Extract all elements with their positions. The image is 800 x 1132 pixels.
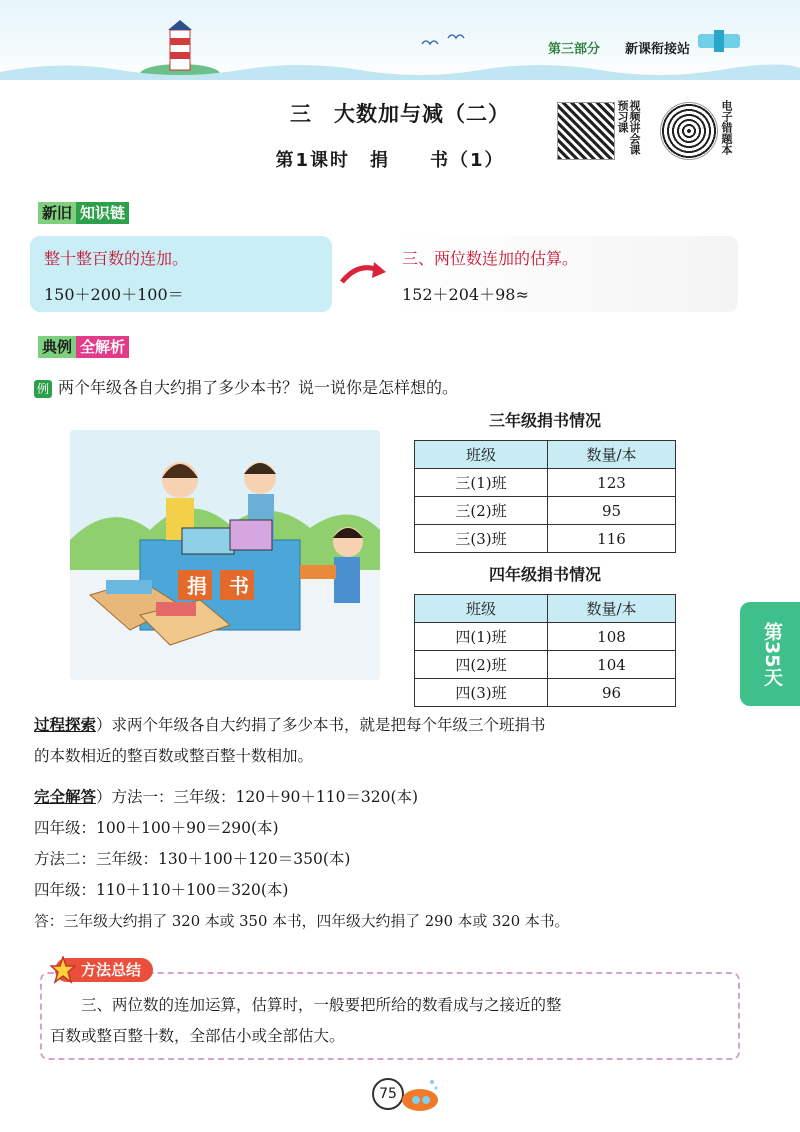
table-row bbox=[415, 525, 676, 553]
method-summary-title: 方法总结 bbox=[81, 961, 142, 979]
table-cell: 95 bbox=[548, 497, 676, 525]
sign-right-text: 书 bbox=[229, 574, 249, 598]
explore-text-1: 求两个年级各自大约捐了多少本书，就是把每个年级三个班捐书 bbox=[111, 716, 546, 734]
summary-line-2: 百数或整百整十数，全部估小或全部估大。 bbox=[50, 1027, 345, 1045]
table-grade3 bbox=[414, 440, 676, 553]
solution-line-4: 四年级：110＋110＋100＝320(本) bbox=[34, 881, 289, 899]
page-number: 75 bbox=[372, 1078, 404, 1110]
table-row bbox=[415, 497, 676, 525]
table-cell: 三(2)班 bbox=[415, 497, 548, 525]
solution-line-1: 完全解答）方法一：三年级：120＋90＋110＝320(本) bbox=[34, 788, 419, 806]
table-grade4 bbox=[414, 594, 676, 707]
table-caption-grade4: 四年级捐书情况 bbox=[488, 565, 601, 584]
table-cell: 96 bbox=[548, 679, 676, 707]
table-header-count: 数量/本 bbox=[548, 441, 676, 469]
sign-left-text: 捐 bbox=[187, 574, 207, 598]
table-cell: 四(3)班 bbox=[415, 679, 548, 707]
page-title: 三 大数加与减（二） bbox=[290, 102, 510, 126]
section-label: 第三部分 bbox=[547, 42, 600, 57]
table-cell: 108 bbox=[548, 623, 676, 651]
donation-illustration bbox=[70, 430, 380, 680]
table-row bbox=[415, 469, 676, 497]
explore-text-2: 的本数相近的整百数或整百整十数相加。 bbox=[34, 747, 314, 765]
table-row bbox=[415, 623, 676, 651]
solution-label: 完全解答 bbox=[34, 788, 97, 806]
table-cell: 三(3)班 bbox=[415, 525, 548, 553]
summary-text bbox=[50, 990, 730, 1052]
lesson-subtitle: 第1课时 捐 书（1） bbox=[275, 150, 505, 171]
example-question: 两个年级各自大约捐了多少本书？说一说你是怎样想的。 bbox=[58, 378, 459, 397]
illustration-scene bbox=[70, 430, 380, 680]
explore-paragraph bbox=[34, 710, 734, 772]
qr-code-error-book[interactable] bbox=[660, 102, 718, 160]
summary-line-1: 三、两位数的连加运算，估算时，一般要把所给的数看成与之接近的整 bbox=[81, 996, 562, 1014]
explore-line-1: 过程探索）求两个年级各自大约捐了多少本书，就是把每个年级三个班捐书 bbox=[34, 716, 546, 734]
example-tag-a: 典例 bbox=[38, 336, 76, 358]
solution-text-1: 方法一：三年级：120＋90＋110＝320(本) bbox=[111, 788, 419, 806]
table-header-row bbox=[415, 595, 676, 623]
table-cell: 四(2)班 bbox=[415, 651, 548, 679]
table-header-count: 数量/本 bbox=[548, 595, 676, 623]
chain-right-title: 三、两位数连加的估算。 bbox=[402, 249, 579, 268]
example-tag-b: 全解析 bbox=[76, 336, 129, 358]
day-side-tab: 第35天 bbox=[740, 602, 800, 706]
explore-label: 过程探索 bbox=[34, 716, 97, 734]
section-subtitle: 新课衔接站 bbox=[624, 42, 690, 57]
example-tag bbox=[32, 334, 135, 360]
table-header-class: 班级 bbox=[415, 595, 548, 623]
example-badge: 例 bbox=[34, 380, 52, 398]
table-row bbox=[415, 679, 676, 707]
solution-block bbox=[34, 782, 744, 937]
submarine-icon bbox=[396, 1076, 442, 1116]
example-question-line bbox=[34, 375, 458, 398]
banner-wave bbox=[0, 60, 800, 80]
table-cell: 四(1)班 bbox=[415, 623, 548, 651]
table-caption-grade3: 三年级捐书情况 bbox=[488, 411, 601, 430]
table-row bbox=[415, 651, 676, 679]
star-icon bbox=[50, 956, 76, 984]
solution-line-2: 四年级：100＋100＋90＝290(本) bbox=[34, 819, 279, 837]
table-cell: 116 bbox=[548, 525, 676, 553]
birds-icon bbox=[420, 30, 470, 50]
qr-caption-error-book: 电子错题本 bbox=[720, 100, 733, 155]
table-header-class: 班级 bbox=[415, 441, 548, 469]
chain-left-expr: 150＋200＋100＝ bbox=[44, 285, 184, 304]
chain-left-title: 整十整百数的连加。 bbox=[44, 249, 189, 268]
knowledge-chain-tag bbox=[32, 200, 135, 226]
tag-part-a: 新旧 bbox=[38, 202, 76, 224]
ribbon-icon bbox=[698, 30, 740, 52]
chain-right-expr: 152＋204＋98≈ bbox=[402, 285, 529, 304]
table-cell: 三(1)班 bbox=[415, 469, 548, 497]
table-cell: 123 bbox=[548, 469, 676, 497]
table-cell: 104 bbox=[548, 651, 676, 679]
qr-code-video[interactable] bbox=[557, 102, 615, 160]
table-header-row bbox=[415, 441, 676, 469]
solution-answer: 答：三年级大约捐了 320 本或 350 本书，四年级大约捐了 290 本或 320 本书。 bbox=[34, 913, 570, 930]
qr-caption-video: 视频讲会课预习课 bbox=[616, 100, 641, 155]
arrow-icon bbox=[338, 258, 388, 288]
solution-line-3: 方法二：三年级：130＋100＋120＝350(本) bbox=[34, 850, 351, 868]
tag-part-b: 知识链 bbox=[76, 202, 129, 224]
